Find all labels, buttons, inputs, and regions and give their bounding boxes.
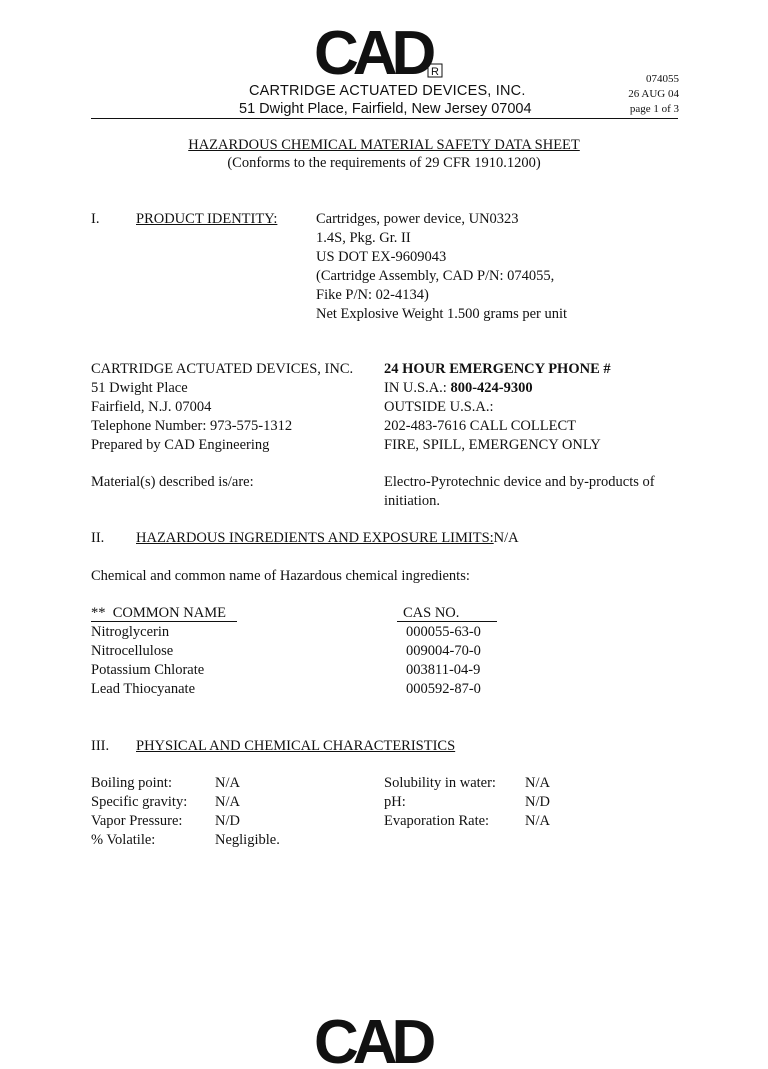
- char-value: N/A: [215, 775, 240, 791]
- col-common-name: ** COMMON NAME: [91, 605, 226, 621]
- ingredients-intro: Chemical and common name of Hazardous chemical ingredients:: [91, 568, 470, 584]
- col-cas-underline: [397, 621, 497, 622]
- char-value: N/D: [215, 813, 240, 829]
- product-line: Net Explosive Weight 1.500 grams per unit: [316, 306, 568, 322]
- char-value: Negligible.: [215, 832, 280, 848]
- table-row-cas: 003811-04-9: [406, 662, 481, 678]
- section-3-heading: PHYSICAL AND CHEMICAL CHARACTERISTICS: [136, 738, 456, 754]
- section-2-value: N/A: [493, 530, 519, 546]
- section-1-number: I.: [91, 211, 100, 227]
- col-name-underline: [91, 621, 237, 622]
- characteristics-left-values: [215, 774, 280, 850]
- document-subtitle: (Conforms to the requirements of 29 CFR 1910.1200): [227, 155, 541, 171]
- header-divider: [91, 118, 678, 119]
- product-identity-details: [316, 210, 567, 324]
- outside-label: OUTSIDE U.S.A.:: [384, 399, 494, 415]
- characteristics-right-labels: [384, 774, 496, 831]
- emergency-contact: [384, 360, 611, 455]
- svg-text:CAD: CAD: [314, 1013, 431, 1069]
- materials-label: Material(s) described is/are:: [91, 474, 254, 490]
- doc-date: 26 AUG 04: [628, 88, 679, 100]
- section-2-heading-line: [136, 529, 519, 548]
- characteristics-right-values: [525, 774, 550, 831]
- char-label: Vapor Pressure:: [91, 813, 183, 829]
- usa-phone: 800-424-9300: [450, 380, 533, 396]
- table-row-name: Nitroglycerin: [91, 624, 170, 640]
- materials-value: Electro-Pyrotechnic device and by-products of initiation.: [384, 474, 655, 509]
- document-title: HAZARDOUS CHEMICAL MATERIAL SAFETY DATA SHEET: [188, 137, 580, 153]
- contact-line: CARTRIDGE ACTUATED DEVICES, INC.: [91, 361, 354, 377]
- company-contact: [91, 360, 353, 455]
- emergency-note: FIRE, SPILL, EMERGENCY ONLY: [384, 437, 601, 453]
- table-row-cas: 000055-63-0: [406, 624, 481, 640]
- contact-line: Telephone Number: 973-575-1312: [91, 418, 293, 434]
- doc-number: 074055: [646, 73, 679, 85]
- section-2-heading: HAZARDOUS INGREDIENTS AND EXPOSURE LIMITS:: [136, 530, 494, 546]
- char-label: Solubility in water:: [384, 775, 496, 791]
- char-value: N/A: [215, 794, 240, 810]
- section-1-heading: PRODUCT IDENTITY:: [136, 211, 278, 227]
- contact-line: Fairfield, N.J. 07004: [91, 399, 212, 415]
- table-row-name: Potassium Chlorate: [91, 662, 205, 678]
- section-3-number: III.: [91, 738, 110, 754]
- product-line: Fike P/N: 02-4134): [316, 287, 429, 303]
- table-row-name: Lead Thiocyanate: [91, 681, 195, 697]
- char-value: N/A: [525, 813, 550, 829]
- section-2-number: II.: [91, 530, 105, 546]
- page-number: page 1 of 3: [629, 103, 679, 115]
- ingredient-names: [91, 623, 204, 699]
- company-address: 51 Dwight Place, Fairfield, New Jersey 07004: [239, 101, 532, 117]
- char-label: % Volatile:: [91, 832, 156, 848]
- table-row-cas: 009004-70-0: [406, 643, 481, 659]
- ingredient-cas: [406, 623, 481, 699]
- contact-line: 51 Dwight Place: [91, 380, 188, 396]
- characteristics-left-labels: [91, 774, 187, 850]
- char-label: pH:: [384, 794, 406, 810]
- char-label: Evaporation Rate:: [384, 813, 490, 829]
- char-value: N/A: [525, 775, 550, 791]
- char-label: Specific gravity:: [91, 794, 188, 810]
- product-line: (Cartridge Assembly, CAD P/N: 074055,: [316, 268, 555, 284]
- svg-text:R: R: [431, 66, 439, 78]
- outside-phone: 202-483-7616 CALL COLLECT: [384, 418, 576, 434]
- product-line: 1.4S, Pkg. Gr. II: [316, 230, 411, 246]
- svg-text:CAD: CAD: [314, 24, 431, 80]
- char-label: Boiling point:: [91, 775, 172, 791]
- document-meta: [617, 72, 679, 117]
- col-cas-no: CAS NO.: [403, 605, 460, 621]
- company-name: CARTRIDGE ACTUATED DEVICES, INC.: [249, 83, 526, 99]
- cad-logo: [314, 24, 444, 80]
- emergency-heading: 24 HOUR EMERGENCY PHONE #: [384, 361, 611, 377]
- cad-logo-next-page: [314, 1013, 444, 1069]
- table-row-name: Nitrocellulose: [91, 643, 174, 659]
- contact-line: Prepared by CAD Engineering: [91, 437, 270, 453]
- product-line: US DOT EX-9609043: [316, 249, 447, 265]
- char-value: N/D: [525, 794, 550, 810]
- product-line: Cartridges, power device, UN0323: [316, 211, 519, 227]
- usa-phone-line: IN U.S.A.: 800-424-9300: [384, 380, 533, 396]
- table-row-cas: 000592-87-0: [406, 681, 481, 697]
